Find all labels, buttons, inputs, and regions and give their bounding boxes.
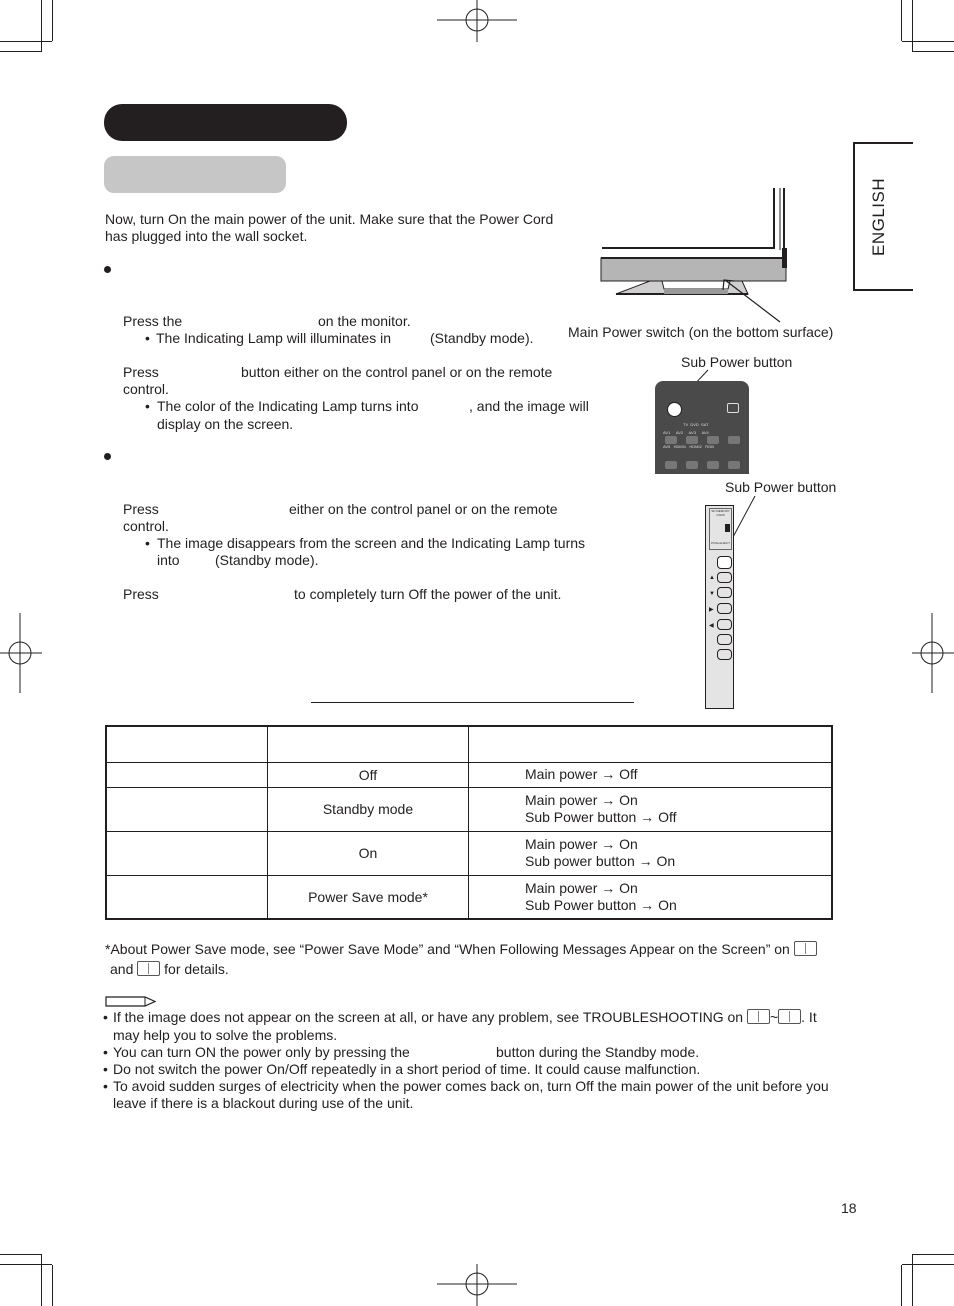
remote-key-sat: SAT — [701, 422, 709, 427]
off-step1-bullet-a: The image disappears from the screen and the Indicating Lamp turns — [157, 535, 586, 551]
off-step1-text-a: Press — [123, 501, 159, 517]
remote-key-dvd: DVD — [690, 422, 699, 427]
note-1-tilde: ~ — [769, 1009, 779, 1025]
page-ref-book-icon — [778, 1009, 801, 1024]
off-step2-text-b: to completely turn Off the power of the unit. — [294, 586, 562, 602]
sub-power-remote-label: Sub Power button — [681, 354, 793, 370]
note-bullet-3: • — [103, 1061, 108, 1077]
operation-line: Main power → On — [525, 792, 638, 808]
note-bullet-4: • — [103, 1078, 108, 1094]
table-row — [106, 875, 832, 919]
panel-button-6 — [717, 649, 732, 660]
table-row — [106, 787, 832, 831]
footnote-line-1 — [105, 941, 817, 958]
remote-key-rgb: RGB — [705, 444, 714, 449]
off-step1-bullet-dot: • — [145, 535, 150, 551]
table-header-cell-3 — [469, 726, 833, 762]
page-ref-book-icon — [137, 961, 160, 976]
remote-key-av1: AV1 — [663, 430, 671, 435]
on-step1-bullet-dot: • — [145, 330, 150, 346]
footnote-line-2 — [110, 961, 229, 978]
operation-line: Sub Power button → Off — [525, 809, 677, 825]
power-status-table — [105, 725, 833, 920]
table-cell-state — [106, 787, 268, 831]
note-1-text-b: . It — [801, 1009, 817, 1025]
note-3-text: Do not switch the power On/Off repeatedly in a short period of time. It could cause malfunction. — [113, 1061, 701, 1077]
remote-key-av3: AV3 — [688, 430, 696, 435]
table-cell-status: Off — [268, 762, 469, 787]
on-step1-bullet-b: (Standby mode). — [430, 330, 534, 346]
operation-line: Main power → On — [525, 879, 638, 896]
section-bullet-turn-on — [104, 266, 111, 273]
note-4-line-2: leave if there is a blackout during use of the unit. — [113, 1095, 414, 1111]
note-2-text-b: button during the Standby mode. — [496, 1044, 700, 1060]
panel-button-1 — [717, 572, 732, 583]
registration-mark-right — [912, 613, 954, 693]
push-eject-label: PUSH-EJECT — [711, 541, 730, 545]
note-pencil-icon — [105, 996, 157, 1007]
on-step2-text-b: button either on the control panel or on the remote — [241, 364, 553, 380]
note-1-text-a: If the image does not appear on the screen at all, or have any problem, see TROUBLESHOOTING on — [113, 1009, 744, 1025]
on-step2-text-c: control. — [123, 381, 169, 397]
panel-button-3 — [717, 603, 732, 614]
page-ref-book-icon — [747, 1009, 770, 1024]
off-step1-text-c: control. — [123, 518, 169, 534]
panel-arrow-icons: ▲ ▼ ▶ ◀ — [709, 575, 715, 629]
table-caption-underline — [311, 702, 634, 703]
operation-line: Main power → On — [525, 836, 638, 852]
panel-button-4 — [717, 619, 732, 630]
page-number: 18 — [841, 1200, 857, 1216]
on-step2-bullet-a: The color of the Indicating Lamp turns into — [157, 398, 419, 414]
on-step2-text-a: Press — [123, 364, 159, 380]
page-ref-book-icon — [794, 941, 817, 956]
off-step1-text-b: either on the control panel or on the remote — [289, 501, 558, 517]
language-tab-label: ENGLISH — [869, 177, 888, 256]
note-1-line-1 — [113, 1009, 817, 1026]
table-header-cell-1 — [106, 726, 268, 762]
table-row — [106, 762, 832, 787]
on-step1-bullet-a: The Indicating Lamp will illuminates in — [156, 330, 391, 346]
footnote-text-2b: for details. — [164, 961, 229, 977]
sd-card-slot — [709, 508, 732, 550]
panel-power-button — [717, 556, 732, 569]
remote-key-hdmi1: HDMI1 — [673, 444, 687, 449]
intro-line-2: has plugged into the wall socket. — [105, 228, 308, 244]
remote-key-tv: TV — [683, 422, 689, 427]
panel-button-2 — [717, 587, 732, 598]
remote-key-av4: AV4 — [701, 430, 709, 435]
table-cell-status: On — [268, 831, 469, 875]
on-step2-bullet-dot: • — [145, 398, 150, 414]
remote-button-row-2 — [665, 461, 741, 470]
on-step1-text-a: Press the — [123, 313, 183, 329]
control-panel-illustration — [705, 505, 734, 709]
registration-mark-left — [0, 613, 42, 693]
intro-line-1: Now, turn On the main power of the unit. Make sure that the Power Cord — [105, 211, 554, 227]
remote-control-illustration — [655, 381, 749, 474]
remote-key-hdmi2: HDMI2 — [689, 444, 702, 449]
note-4-line-1: To avoid sudden surges of electricity when the power comes back on, turn Off the main power of the unit before you — [113, 1078, 829, 1094]
table-cell-state — [106, 762, 268, 787]
table-cell-operation — [469, 831, 833, 875]
note-bullet-2: • — [103, 1044, 108, 1060]
operation-line: Sub power button → On — [525, 853, 676, 869]
on-step2-bullet-b: , and the image will — [469, 398, 589, 414]
table-header-cell-2 — [268, 726, 469, 762]
table-header-row — [106, 726, 832, 762]
section-title-bar — [104, 104, 347, 141]
on-step1-text-b: on the monitor. — [318, 313, 411, 329]
table-cell-state — [106, 875, 268, 919]
subsection-title-bar — [104, 156, 286, 193]
table-cell-status: Standby mode — [268, 787, 469, 831]
sd-card-label: SD MEMORY CARD — [711, 509, 730, 517]
note-bullet-1: • — [103, 1009, 108, 1025]
remote-key-av2: AV2 — [675, 430, 684, 435]
remote-button-row-1 — [665, 436, 741, 445]
footnote-text-2a: and — [110, 961, 134, 977]
section-bullet-turn-off — [104, 453, 111, 460]
off-step1-bullet-c: (Standby mode). — [215, 552, 319, 568]
remote-power-icon — [667, 402, 682, 417]
remote-key-av5: AV5 — [663, 444, 671, 449]
table-cell-status: Power Save mode* — [268, 875, 469, 919]
table-cell-operation — [469, 787, 833, 831]
table-cell-operation — [469, 875, 833, 919]
table-cell-operation — [469, 762, 833, 787]
note-2-text-a: You can turn ON the power only by pressing the — [113, 1044, 410, 1060]
sub-power-panel-label: Sub Power button — [725, 479, 837, 495]
off-step1-bullet-b: into — [157, 552, 180, 568]
table-cell-state — [106, 831, 268, 875]
footnote-text-1: *About Power Save mode, see “Power Save Mode” and “When Following Messages Appear on the Screen” on — [105, 941, 790, 957]
registration-mark-top — [437, 0, 517, 42]
operation-line: Main power → Off — [525, 766, 638, 782]
table-row — [106, 831, 832, 875]
main-power-pointer-line — [715, 270, 785, 330]
main-power-switch-label: Main Power switch (on the bottom surface) — [568, 324, 834, 340]
registration-mark-bottom — [437, 1264, 517, 1306]
off-step2-text-a: Press — [123, 586, 159, 602]
operation-line: Sub Power button → On — [525, 896, 677, 913]
panel-button-5 — [717, 634, 732, 645]
on-step2-bullet-c: display on the screen. — [157, 416, 294, 432]
note-1-line-2: may help you to solve the problems. — [113, 1027, 338, 1043]
remote-camera-icon — [727, 403, 739, 413]
